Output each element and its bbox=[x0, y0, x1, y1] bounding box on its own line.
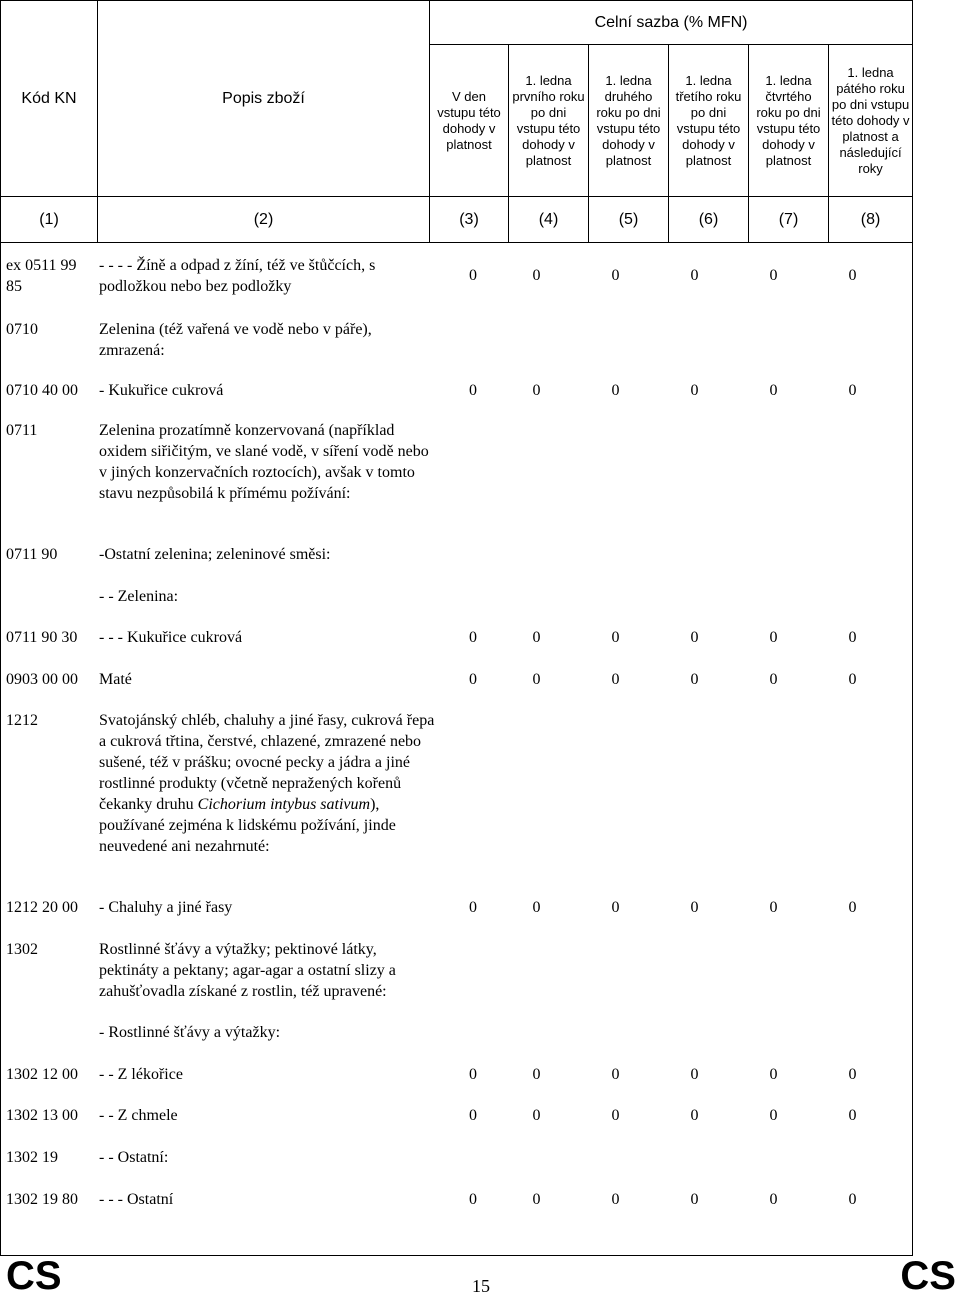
row-code: 1302 19 bbox=[6, 1149, 58, 1166]
description-italic-text: Cichorium intybus sativum bbox=[197, 796, 371, 813]
row-code: 0711 90 30 bbox=[6, 629, 78, 646]
col-number-6: (6) bbox=[669, 197, 749, 243]
rate-value: 0 bbox=[690, 1066, 699, 1083]
rate-value: 0 bbox=[848, 1107, 857, 1124]
header-rate-col-1: V den vstupu této dohody v platnost bbox=[430, 45, 509, 197]
col-number-8: (8) bbox=[829, 197, 913, 243]
header-rate-col-6: 1. ledna pátého roku po dni vstupu této dohody v platnost a následující roky bbox=[829, 45, 913, 197]
row-description: - - - Ostatní bbox=[99, 1191, 174, 1208]
rate-value: 0 bbox=[848, 382, 857, 399]
rate-value: 0 bbox=[532, 671, 541, 688]
row-code: 1302 12 00 bbox=[6, 1066, 78, 1083]
rate-value: 0 bbox=[690, 671, 699, 688]
row-values bbox=[449, 1105, 893, 1126]
row-values bbox=[449, 1064, 893, 1085]
rate-value: 0 bbox=[469, 629, 477, 646]
row-description: - Kukuřice cukrová bbox=[99, 382, 224, 399]
rate-value: 0 bbox=[611, 267, 620, 284]
row-description: - - Zelenina: bbox=[99, 588, 179, 605]
row-values bbox=[449, 265, 893, 286]
rate-value: 0 bbox=[532, 629, 541, 646]
header-description: Popis zboží bbox=[98, 1, 430, 197]
row-description: Zelenina prozatímně konzervovaná (například oxidem siřičitým, ve slané vodě, v síření vodě nebo v jiných konzervačních roztocích), avšak v tomto stavu nezpůsobilá k přímému požívání: bbox=[99, 422, 429, 502]
row-code: 0710 40 00 bbox=[6, 382, 78, 399]
rate-value: 0 bbox=[848, 1066, 857, 1083]
row-code: 1212 bbox=[6, 712, 38, 729]
rate-value: 0 bbox=[611, 1107, 620, 1124]
header-duty-group: Celní sazba (% MFN) bbox=[430, 1, 913, 45]
rate-value: 0 bbox=[469, 899, 477, 916]
rate-value: 0 bbox=[769, 382, 778, 399]
row-description: - - - Kukuřice cukrová bbox=[99, 629, 243, 646]
col-number-2: (2) bbox=[98, 197, 430, 243]
rate-value: 0 bbox=[690, 1191, 699, 1208]
rate-value: 0 bbox=[532, 1066, 541, 1083]
description-text: Svatojánský chléb, chaluhy a jiné řasy, cukrová řepa a cukrová třtina, čerstvé, chlazené, zmrazené nebo sušené, též v prášku; ovocné pecky a jádra a jiné rostlinné produkty (včetně nepražených kořenů čekanky druhu bbox=[99, 712, 435, 813]
row-description: - Chaluhy a jiné řasy bbox=[99, 899, 233, 916]
rate-value: 0 bbox=[848, 629, 857, 646]
col-number-5: (5) bbox=[589, 197, 669, 243]
rate-value: 0 bbox=[848, 267, 857, 284]
row-values bbox=[449, 1189, 893, 1210]
rate-value: 0 bbox=[848, 899, 857, 916]
page-number: 15 bbox=[472, 1276, 490, 1296]
header-rate-col-2: 1. ledna prvního roku po dni vstupu této dohody v platnost bbox=[509, 45, 589, 197]
rate-value: 0 bbox=[769, 1191, 778, 1208]
rate-value: 0 bbox=[611, 899, 620, 916]
row-code: 0711 90 bbox=[6, 546, 58, 563]
header-rate-col-5: 1. ledna čtvrtého roku po dni vstupu této dohody v platnost bbox=[749, 45, 829, 197]
rate-value: 0 bbox=[532, 267, 541, 284]
row-description: Maté bbox=[99, 671, 132, 688]
rate-value: 0 bbox=[690, 267, 699, 284]
rate-value: 0 bbox=[769, 1107, 778, 1124]
rate-value: 0 bbox=[532, 382, 541, 399]
rate-value: 0 bbox=[469, 1191, 477, 1208]
rate-value: 0 bbox=[611, 629, 620, 646]
header-rate-col-4: 1. ledna třetího roku po dni vstupu této dohody v platnost bbox=[669, 45, 749, 197]
row-code: 1302 19 80 bbox=[6, 1191, 78, 1208]
rate-value: 0 bbox=[690, 899, 699, 916]
footer-language-code-right: CS bbox=[900, 1254, 956, 1298]
row-code: 0711 bbox=[6, 422, 38, 439]
rate-value: 0 bbox=[611, 1191, 620, 1208]
row-values bbox=[449, 669, 893, 690]
header-rate-col-3: 1. ledna druhého roku po dni vstupu této dohody v platnost bbox=[589, 45, 669, 197]
row-description: - - Z chmele bbox=[99, 1107, 178, 1124]
row-description: - Rostlinné šťávy a výtažky: bbox=[99, 1024, 281, 1041]
rate-value: 0 bbox=[769, 899, 778, 916]
rate-value: 0 bbox=[690, 1107, 699, 1124]
header-code: Kód KN bbox=[1, 1, 98, 197]
row-code: ex 0511 99 85 bbox=[6, 257, 77, 295]
col-number-3: (3) bbox=[430, 197, 509, 243]
col-number-4: (4) bbox=[509, 197, 589, 243]
rate-value: 0 bbox=[532, 899, 541, 916]
table-body bbox=[1, 243, 913, 1256]
row-description: - - Z lékořice bbox=[99, 1066, 183, 1083]
rate-value: 0 bbox=[848, 1191, 857, 1208]
row-description: - - - - Žíně a odpad z žíní, též ve štůčcích, s podložkou nebo bez podložky bbox=[99, 257, 376, 295]
rate-value: 0 bbox=[469, 267, 477, 284]
footer-language-code-left: CS bbox=[6, 1254, 62, 1298]
row-description: -Ostatní zelenina; zeleninové směsi: bbox=[99, 546, 331, 563]
rate-value: 0 bbox=[469, 671, 477, 688]
row-values bbox=[449, 380, 893, 401]
row-code: 1302 bbox=[6, 941, 38, 958]
row-code: 1212 20 00 bbox=[6, 899, 78, 916]
rate-value: 0 bbox=[769, 1066, 778, 1083]
rate-value: 0 bbox=[532, 1191, 541, 1208]
rate-value: 0 bbox=[532, 1107, 541, 1124]
row-description: - - Ostatní: bbox=[99, 1149, 169, 1166]
rate-value: 0 bbox=[769, 671, 778, 688]
row-code: 0903 00 00 bbox=[6, 671, 78, 688]
row-values bbox=[449, 897, 893, 918]
rate-value: 0 bbox=[769, 267, 778, 284]
rate-value: 0 bbox=[469, 1066, 477, 1083]
rate-value: 0 bbox=[848, 671, 857, 688]
row-description: Rostlinné šťávy a výtažky; pektinové látky, pektináty a pektany; agar-agar a ostatní slizy a zahušťovadla získané z rostlin, též upravené: bbox=[99, 941, 396, 1000]
rate-value: 0 bbox=[690, 629, 699, 646]
rate-value: 0 bbox=[611, 1066, 620, 1083]
row-code: 1302 13 00 bbox=[6, 1107, 78, 1124]
rate-value: 0 bbox=[769, 629, 778, 646]
row-description bbox=[99, 710, 439, 857]
rate-value: 0 bbox=[611, 382, 620, 399]
rate-value: 0 bbox=[469, 1107, 477, 1124]
row-values bbox=[449, 627, 893, 648]
col-number-1: (1) bbox=[1, 197, 98, 243]
rate-value: 0 bbox=[469, 382, 477, 399]
row-code: 0710 bbox=[6, 321, 38, 338]
col-number-7: (7) bbox=[749, 197, 829, 243]
rate-value: 0 bbox=[611, 671, 620, 688]
description-text: ), používané zejména k lidskému požívání, jinde neuvedené ani nezahrnuté: bbox=[99, 796, 396, 855]
row-description: Zelenina (též vařená ve vodě nebo v páře), zmrazená: bbox=[99, 321, 372, 359]
rate-value: 0 bbox=[690, 382, 699, 399]
